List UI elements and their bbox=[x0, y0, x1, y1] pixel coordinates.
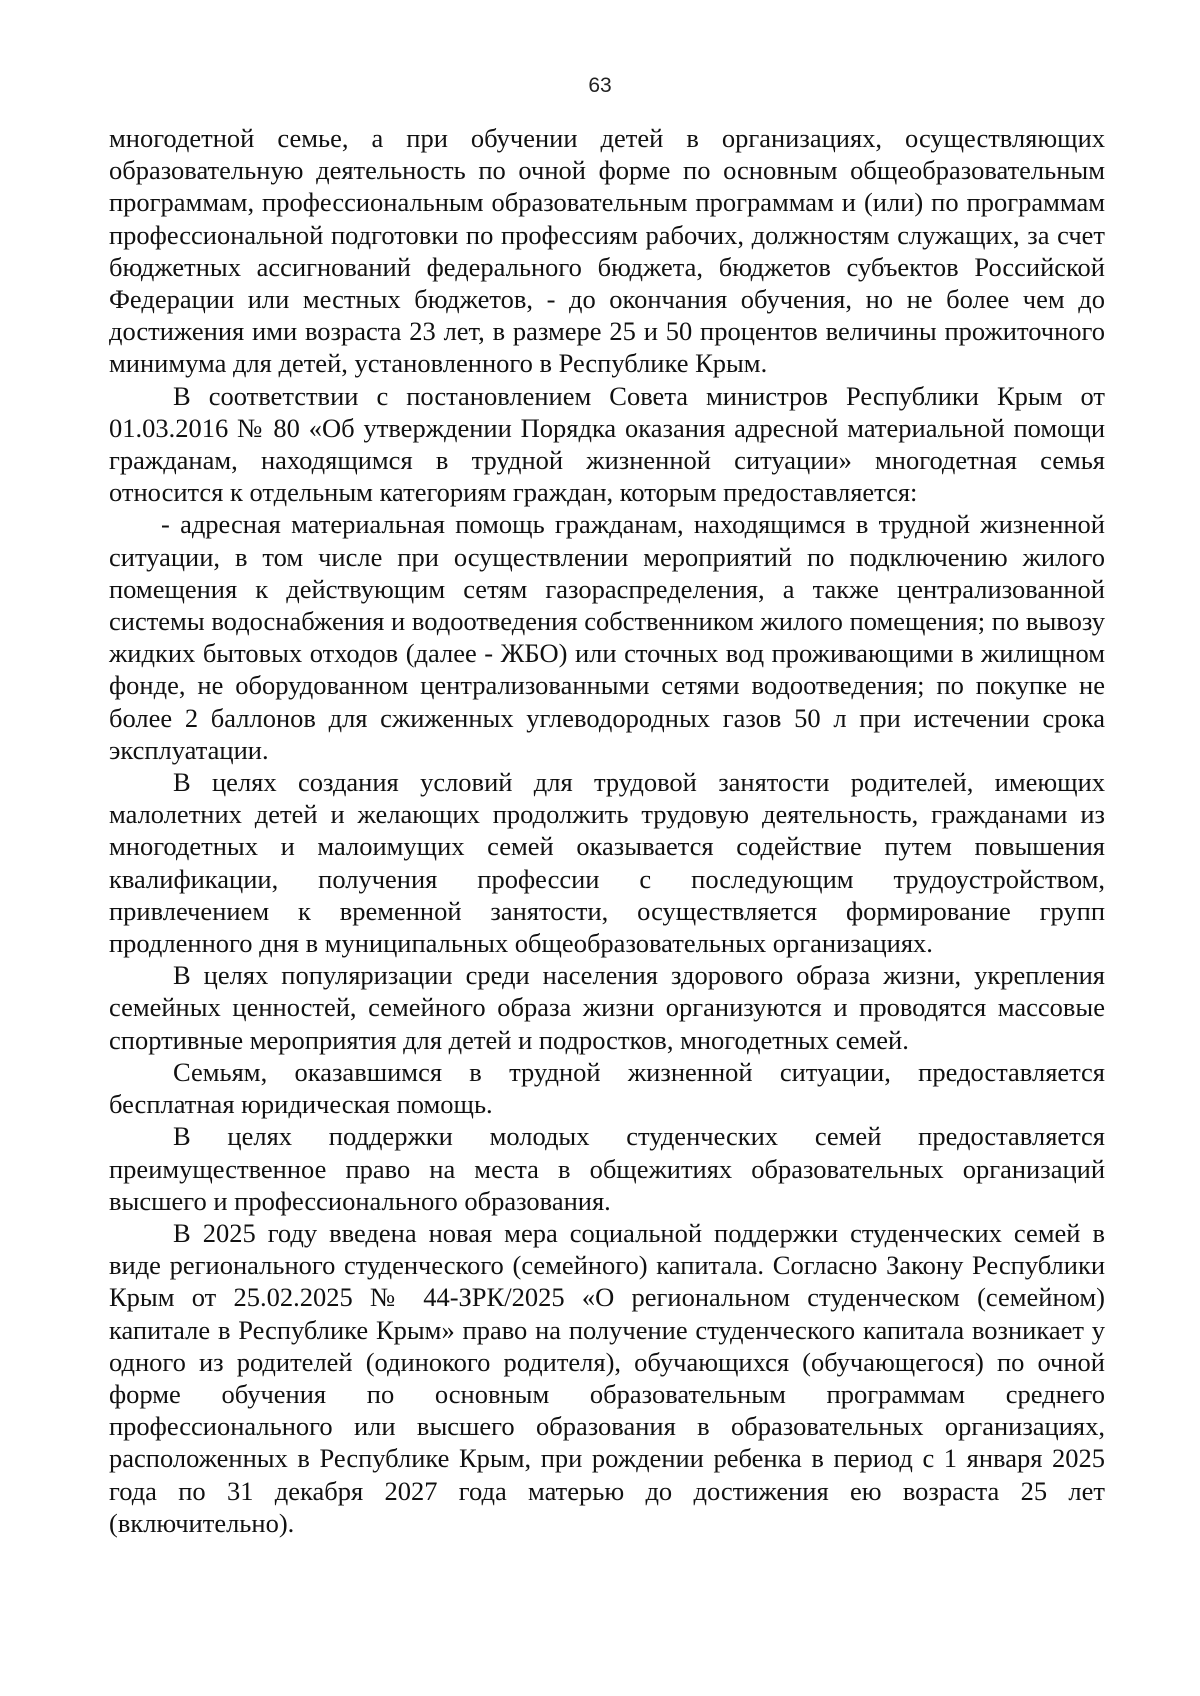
paragraph-continuation: многодетной семье, а при обучении детей в организациях, осуществляющих образовательную деятельность по очной форме по основным общеобразовательным программам, профессиональным образовательным программам и (или) по программам профессиональной подготовки по профессиям рабочих, должностям служащих, за счет бюджетных ассигнований федерального бюджета, бюджетов субъектов Российской Федерации или местных бюджетов, - до окончания обучения, но не более чем до достижения ими возраста 23 лет, в размере 25 и 50 процентов величины прожиточного минимума для детей, установленного в Республике Крым. bbox=[109, 123, 1105, 379]
page-number: 63 bbox=[588, 74, 612, 97]
paragraph-student-capital: В 2025 году введена новая мера социальной поддержки студенческих семей в виде регионального студенческого (семейного) капитала. Согласно Закону Республики Крым от 25.02.2025 № 44-ЗРК/2025 «О региональном студенческом (семейном) капитале в Республике Крым» право на получение студенческого капитала возникает у одного из родителей (одинокого родителя), обучающихся (обучающегося) по очной форме обучения по основным образовательным программам среднего профессионального или высшего образования в образовательных организациях, расположенных в Республике Крым, при рождении ребенка в период с 1 января 2025 года по 31 декабря 2027 года матерью до достижения ею возраста 25 лет (включительно). bbox=[109, 1217, 1105, 1538]
document-body bbox=[109, 122, 1105, 1539]
paragraph-dormitory: В целях поддержки молодых студенческих семей предоставляется преимущественное право на места в общежитиях образовательных организаций высшего и профессионального образования. bbox=[109, 1121, 1105, 1216]
list-item-material-aid: - адресная материальная помощь гражданам, находящимся в трудной жизненной ситуации, в том числе при осуществлении мероприятий по подключению жилого помещения к действующим сетям газораспределения, а также централизованной системы водоснабжения и водоотведения собственником жилого помещения; по вывозу жидких бытовых отходов (далее - ЖБО) или сточных вод проживающими в жилищном фонде, не оборудованном централизованными сетями водоотведения; по покупке не более 2 баллонов для сжиженных углеводородных газов 50 л при истечении срока эксплуатации. bbox=[109, 509, 1105, 765]
paragraph-employment: В целях создания условий для трудовой занятости родителей, имеющих малолетних детей и желающих продолжить трудовую деятельность, гражданами из многодетных и малоимущих семей оказывается содействие путем повышения квалификации, получения профессии с последующим трудоустройством, привлечением к временной занятости, осуществляется формирование групп продленного дня в муниципальных общеобразовательных организациях. bbox=[109, 767, 1105, 959]
paragraph-resolution: В соответствии с постановлением Совета министров Республики Крым от 01.03.2016 № 80 «Об утверждении Порядка оказания адресной материальной помощи гражданам, находящимся в трудной жизненной ситуации» многодетная семья относится к отдельным категориям граждан, которым предоставляется: bbox=[109, 380, 1105, 508]
paragraph-healthy-lifestyle: В целях популяризации среди населения здорового образа жизни, укрепления семейных ценностей, семейного образа жизни организуются и проводятся массовые спортивные мероприятия для детей и подростков, многодетных семей. bbox=[109, 960, 1105, 1055]
paragraph-legal-aid: Семьям, оказавшимся в трудной жизненной ситуации, предоставляется бесплатная юридическая помощь. bbox=[109, 1056, 1105, 1120]
